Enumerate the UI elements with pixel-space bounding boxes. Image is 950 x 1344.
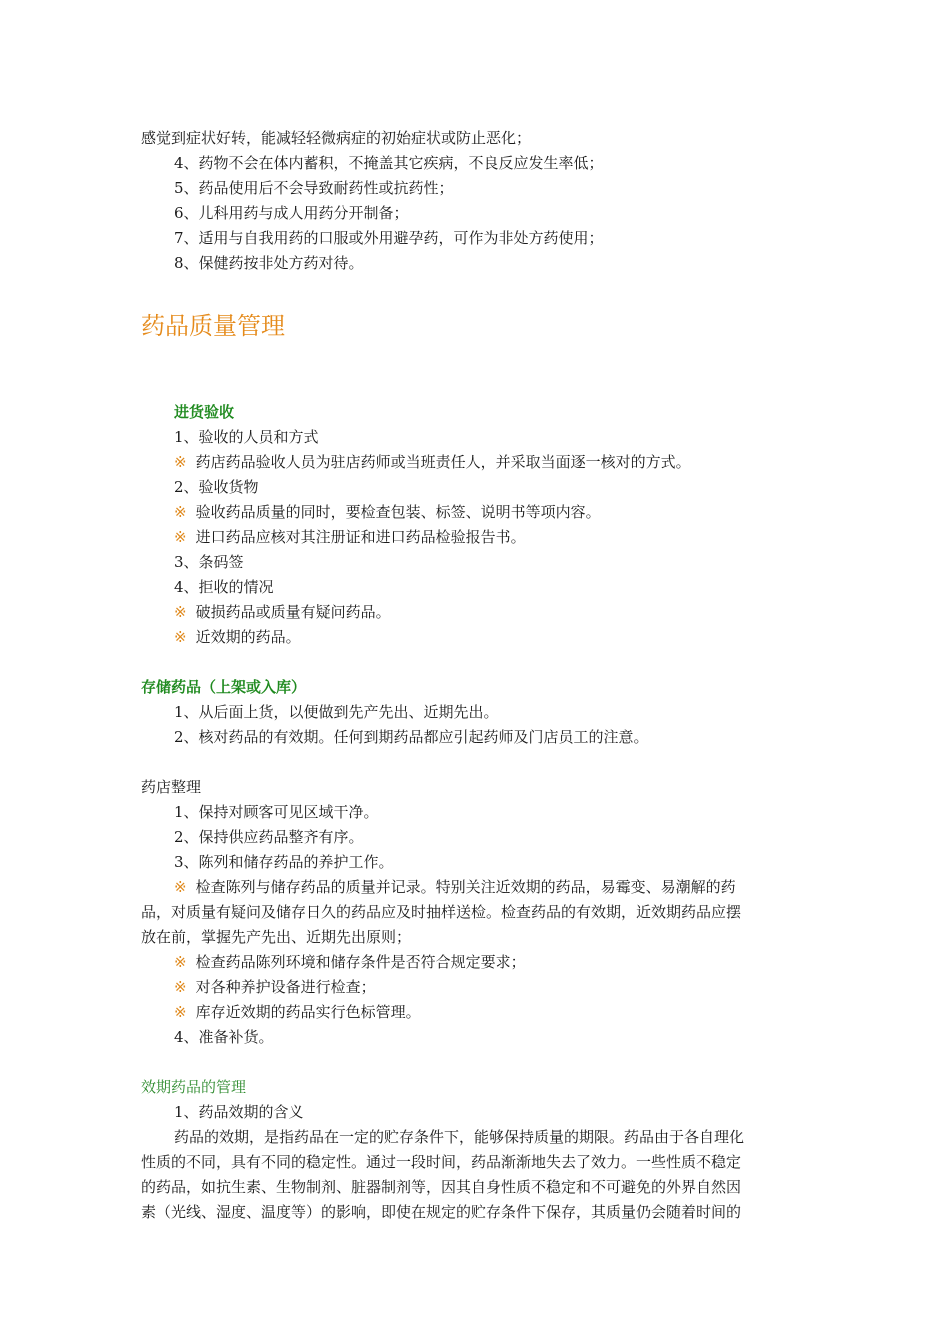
section-title: 药品质量管理 [141,312,285,340]
tidy-line-3: 3、陈列和储存药品的养护工作。 [174,853,394,871]
intro-item-5: 5、药品使用后不会导致耐药性或抗药性； [174,179,454,197]
tidy-line-4: 4、准备补货。 [174,1028,274,1046]
receiving-bullet-3: ※ 进口药品应核对其注册证和进口药品检验报告书。 [174,528,526,546]
receiving-line-4: 4、拒收的情况 [174,578,274,596]
receiving-line-1: 1、验收的人员和方式 [174,428,319,446]
reference-mark-icon: ※ [174,603,187,621]
receiving-bullet-4: ※ 破损药品或质量有疑问药品。 [174,603,391,621]
intro-item-8: 8、保健药按非处方药对待。 [174,254,364,272]
reference-mark-icon: ※ [174,1003,187,1021]
storage-heading: 存储药品（上架或入库） [141,678,307,696]
intro-item-7: 7、适用与自我用药的口服或外用避孕药，可作为非处方药使用； [174,229,604,247]
tidy-paragraph-line-1: ※ 检查陈列与储存药品的质量并记录。特别关注近效期的药品，易霉变、易潮解的药 [174,878,736,896]
receiving-line-2: 2、验收货物 [174,478,259,496]
reference-mark-icon: ※ [174,453,187,471]
expiry-paragraph-line-1: 药品的效期，是指药品在一定的贮存条件下，能够保持质量的期限。药品由于各自理化 [174,1128,745,1146]
reference-mark-icon: ※ [174,503,187,521]
reference-mark-icon: ※ [174,528,187,546]
reference-mark-icon: ※ [174,953,187,971]
receiving-bullet-2: ※ 验收药品质量的同时，要检查包装、标签、说明书等项内容。 [174,503,601,521]
expiry-paragraph-line-2: 性质的不同，具有不同的稳定性。通过一段时间，药品渐渐地失去了效力。一些性质不稳定 [141,1153,742,1171]
intro-item-4: 4、药物不会在体内蓄积，不掩盖其它疾病，不良反应发生率低； [174,154,604,172]
tidy-heading: 药店整理 [141,778,202,796]
tidy-bullet-3: ※ 对各种养护设备进行检查； [174,978,376,996]
tidy-paragraph-line-3: 放在前，掌握先产先出、近期先出原则； [141,928,412,946]
expiry-heading: 效期药品的管理 [141,1078,247,1096]
reference-mark-icon: ※ [174,878,187,896]
storage-line-2: 2、核对药品的有效期。任何到期药品都应引起药师及门店员工的注意。 [174,728,649,746]
receiving-bullet-1: ※ 药店药品验收人员为驻店药师或当班责任人，并采取当面逐一核对的方式。 [174,453,691,471]
tidy-paragraph-line-2: 品，对质量有疑问及储存日久的药品应及时抽样送检。检查药品的有效期，近效期药品应摆 [141,903,742,921]
reference-mark-icon: ※ [174,978,187,996]
receiving-line-3: 3、条码签 [174,553,244,571]
storage-line-1: 1、从后面上货，以便做到先产先出、近期先出。 [174,703,499,721]
expiry-paragraph-line-4: 素（光线、湿度、温度等）的影响，即使在规定的贮存条件下保存，其质量仍会随着时间的 [141,1203,742,1221]
tidy-line-2: 2、保持供应药品整齐有序。 [174,828,364,846]
tidy-bullet-4: ※ 库存近效期的药品实行色标管理。 [174,1003,421,1021]
receiving-bullet-5: ※ 近效期的药品。 [174,628,301,646]
expiry-paragraph-line-3: 的药品，如抗生素、生物制剂、脏器制剂等，因其自身性质不稳定和不可避免的外界自然因 [141,1178,742,1196]
tidy-line-1: 1、保持对顾客可见区域干净。 [174,803,379,821]
reference-mark-icon: ※ [174,628,187,646]
expiry-line-1: 1、药品效期的含义 [174,1103,304,1121]
intro-continuation: 感觉到症状好转，能减轻轻微病症的初始症状或防止恶化； [141,129,532,147]
tidy-bullet-2: ※ 检查药品陈列环境和储存条件是否符合规定要求； [174,953,526,971]
intro-item-6: 6、儿科用药与成人用药分开制备； [174,204,409,222]
receiving-heading: 进货验收 [174,403,235,421]
